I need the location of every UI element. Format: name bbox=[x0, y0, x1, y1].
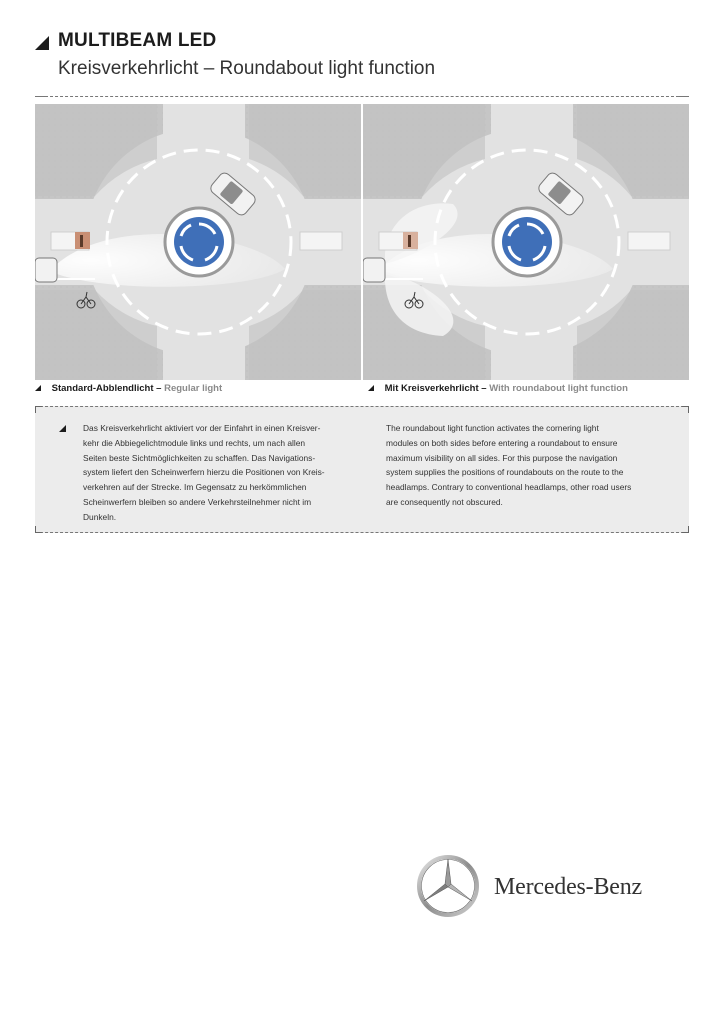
page-title: MULTIBEAM LED bbox=[58, 30, 217, 51]
figure-regular-light bbox=[35, 104, 361, 380]
caption-regular-light-text: Regular light bbox=[164, 383, 223, 394]
english-line: maximum visibility on all sides. For this purpose the navigation bbox=[386, 452, 618, 463]
caption-roundabout-light-text: With roundabout light function bbox=[489, 383, 628, 394]
caption-roundabout-light bbox=[368, 383, 628, 394]
brand-wordmark: Mercedes-Benz bbox=[494, 874, 642, 900]
header-triangle-icon bbox=[35, 36, 49, 50]
german-line: Scheinwerfern bleiben so andere Verkehrsteilnehmer nicht im bbox=[83, 496, 312, 507]
caption-regular-strong: Standard-Abblendlicht – bbox=[51, 383, 162, 394]
roundabout-illustration-function bbox=[363, 104, 689, 380]
description-german bbox=[83, 421, 325, 525]
roundabout-illustration-regular bbox=[35, 104, 361, 380]
english-line: system supplies the positions of roundabouts on the route to the bbox=[386, 467, 624, 478]
german-line: Dunkeln. bbox=[83, 511, 117, 522]
german-line: system liefert den Scheinwerfern hierzu die Positionen von Kreis- bbox=[83, 467, 325, 478]
english-line: The roundabout light function activates the cornering light bbox=[386, 423, 599, 433]
mercedes-star-logo-icon bbox=[416, 854, 480, 918]
english-line: headlamps. Contrary to conventional headlamps, other road users bbox=[386, 482, 632, 493]
caption-triangle-icon bbox=[35, 385, 41, 391]
top-divider bbox=[35, 96, 689, 97]
description-english bbox=[386, 421, 631, 510]
caption-regular-light bbox=[35, 383, 222, 394]
german-line: Seiten beste Sichtmöglichkeiten zu schaffen. Das Navigations- bbox=[83, 452, 316, 463]
figure-roundabout-light bbox=[363, 104, 689, 380]
page-subtitle: Kreisverkehrlicht – Roundabout light function bbox=[58, 58, 436, 79]
german-line: Das Kreisverkehrlicht aktiviert vor der Einfahrt in einen Kreisver- bbox=[83, 423, 321, 433]
german-line: verkehren auf der Strecke. Im Gegensatz zu herkömmlichen bbox=[83, 482, 307, 493]
caption-roundabout-strong: Mit Kreisverkehrlicht – bbox=[384, 383, 487, 394]
description-box bbox=[35, 406, 689, 533]
paragraph-triangle-icon bbox=[59, 425, 66, 432]
english-line: modules on both sides before entering a roundabout to ensure bbox=[386, 437, 618, 448]
caption-triangle-icon bbox=[368, 385, 374, 391]
english-line: are consequently not obscured. bbox=[386, 496, 503, 507]
german-line: kehr die Abbiegelichtmodule links und rechts, um nach allen bbox=[83, 437, 306, 448]
